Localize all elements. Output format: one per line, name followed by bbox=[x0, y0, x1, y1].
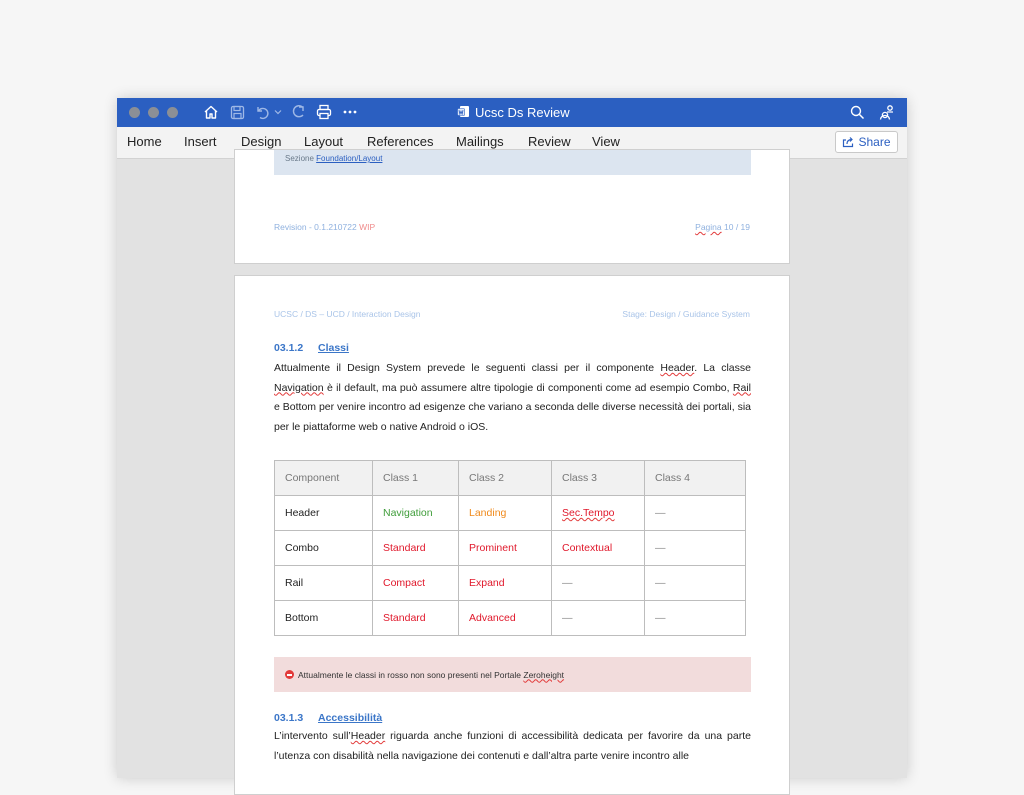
tab-review[interactable]: Review bbox=[528, 134, 571, 149]
table-cell: Landing bbox=[459, 496, 552, 531]
table-cell: Header bbox=[275, 496, 373, 531]
document-canvas[interactable] bbox=[117, 154, 907, 778]
table-cell: — bbox=[552, 566, 645, 601]
page-header-left: UCSC / DS – UCD / Interaction Design bbox=[274, 309, 421, 319]
table-header-cell: Class 4 bbox=[645, 461, 746, 496]
para-text: è il default, ma può assumere altre tipologie di componenti come ad esempio Combo, bbox=[323, 381, 733, 394]
share-people-icon[interactable] bbox=[878, 103, 896, 121]
table-cell: Standard bbox=[373, 531, 459, 566]
table-cell: Rail bbox=[275, 566, 373, 601]
window-title bbox=[457, 98, 570, 127]
tab-references[interactable]: References bbox=[367, 134, 434, 149]
table-cell: — bbox=[645, 601, 746, 636]
no-entry-icon bbox=[285, 670, 294, 679]
table-header-cell: Class 1 bbox=[373, 461, 459, 496]
section-number: 03.1.3 bbox=[274, 712, 304, 724]
revision-text: Revision - 0.1.210722 bbox=[274, 222, 357, 232]
wip-badge: WIP bbox=[359, 222, 376, 232]
section-title: Accessibilità bbox=[318, 712, 383, 724]
classes-table bbox=[274, 460, 746, 636]
paragraph-accessibilita bbox=[274, 727, 751, 766]
table-cell: Expand bbox=[459, 566, 552, 601]
table-row bbox=[275, 496, 746, 531]
section-heading-accessibilita bbox=[274, 712, 382, 724]
alert-text: Attualmente le classi in rosso non sono presenti nel Portale bbox=[298, 669, 522, 680]
document-title: Ucsc Ds Review bbox=[475, 105, 570, 120]
callout-text bbox=[285, 154, 382, 163]
para-text: . La classe bbox=[694, 362, 751, 374]
table-cell: Bottom bbox=[275, 601, 373, 636]
page-11 bbox=[234, 275, 790, 795]
chevron-down-icon[interactable] bbox=[273, 103, 283, 121]
callout-link[interactable]: Foundation/Layout bbox=[316, 154, 383, 163]
table-cell: Navigation bbox=[373, 496, 459, 531]
more-icon[interactable] bbox=[341, 103, 359, 121]
table-cell bbox=[552, 496, 645, 531]
table-header-cell: Class 3 bbox=[552, 461, 645, 496]
page-footer-number bbox=[695, 222, 750, 232]
section-title: Classi bbox=[318, 342, 349, 354]
print-icon[interactable] bbox=[315, 103, 333, 121]
para-word-navigation: Navigation bbox=[274, 381, 324, 394]
para-word-header: Header bbox=[350, 730, 386, 742]
minimize-window-button[interactable] bbox=[148, 107, 159, 118]
word-window bbox=[117, 98, 907, 778]
table-header-cell: Class 2 bbox=[459, 461, 552, 496]
table-cell: Contextual bbox=[552, 531, 645, 566]
share-label: Share bbox=[858, 135, 891, 149]
save-icon[interactable] bbox=[228, 103, 246, 121]
tab-design[interactable]: Design bbox=[241, 134, 282, 149]
section-heading-classi bbox=[274, 342, 349, 354]
para-word-header: Header bbox=[660, 362, 695, 374]
paragraph-classi bbox=[274, 359, 751, 437]
undo-icon[interactable] bbox=[253, 103, 271, 121]
table-cell-text: Sec.Tempo bbox=[562, 507, 615, 519]
section-reference-callout bbox=[274, 150, 751, 175]
para-text: e Bottom per venire incontro ad esigenze che variano a seconda delle diverse necessità dei portali, sia per le piattaforme web o native Android o iOS. bbox=[274, 401, 751, 433]
tab-view[interactable]: View bbox=[592, 134, 620, 149]
table-row bbox=[275, 531, 746, 566]
para-word-rail: Rail bbox=[732, 381, 751, 394]
tab-insert[interactable]: Insert bbox=[184, 134, 217, 149]
table-cell: Combo bbox=[275, 531, 373, 566]
tab-layout[interactable]: Layout bbox=[304, 134, 344, 149]
table-cell: Prominent bbox=[459, 531, 552, 566]
table-header-row bbox=[275, 461, 746, 496]
close-window-button[interactable] bbox=[129, 107, 140, 118]
table-cell: — bbox=[645, 531, 746, 566]
table-cell: — bbox=[645, 566, 746, 601]
table-row bbox=[275, 601, 746, 636]
table-cell: Standard bbox=[373, 601, 459, 636]
table-row bbox=[275, 566, 746, 601]
para-text: riguarda anche funzioni di accessibilità dedicata per favorire da una parte l’utenza con disabilità nella navigazione dei contenuti e dall’altra parte venire incontro alle bbox=[274, 730, 751, 762]
para-text: L’intervento sull’ bbox=[274, 730, 351, 742]
home-icon[interactable] bbox=[202, 103, 220, 121]
table-cell: — bbox=[645, 496, 746, 531]
search-icon[interactable] bbox=[848, 103, 866, 121]
callout-prefix: Sezione bbox=[285, 154, 314, 163]
share-button[interactable] bbox=[835, 131, 898, 153]
table-cell: Compact bbox=[373, 566, 459, 601]
title-bar bbox=[117, 98, 907, 127]
table-cell: Advanced bbox=[459, 601, 552, 636]
page-10 bbox=[234, 149, 790, 264]
page-header-right: Stage: Design / Guidance System bbox=[622, 309, 750, 319]
word-document-icon bbox=[457, 105, 470, 121]
tab-mailings[interactable]: Mailings bbox=[456, 134, 504, 149]
table-cell: — bbox=[552, 601, 645, 636]
zoom-window-button[interactable] bbox=[167, 107, 178, 118]
share-arrow-icon bbox=[842, 136, 854, 148]
section-number: 03.1.2 bbox=[274, 342, 304, 354]
tab-home[interactable]: Home bbox=[127, 134, 162, 149]
para-text: Attualmente il Design System prevede le seguenti classi per il componente bbox=[274, 362, 661, 374]
alert-word: Zeroheight bbox=[523, 669, 565, 680]
redo-icon[interactable] bbox=[289, 103, 307, 121]
page-number: 10 / 19 bbox=[724, 222, 750, 232]
page-footer-revision bbox=[274, 222, 375, 232]
missing-classes-alert bbox=[274, 657, 751, 692]
table-header-cell: Component bbox=[275, 461, 373, 496]
page-word: Pagina bbox=[695, 222, 722, 232]
